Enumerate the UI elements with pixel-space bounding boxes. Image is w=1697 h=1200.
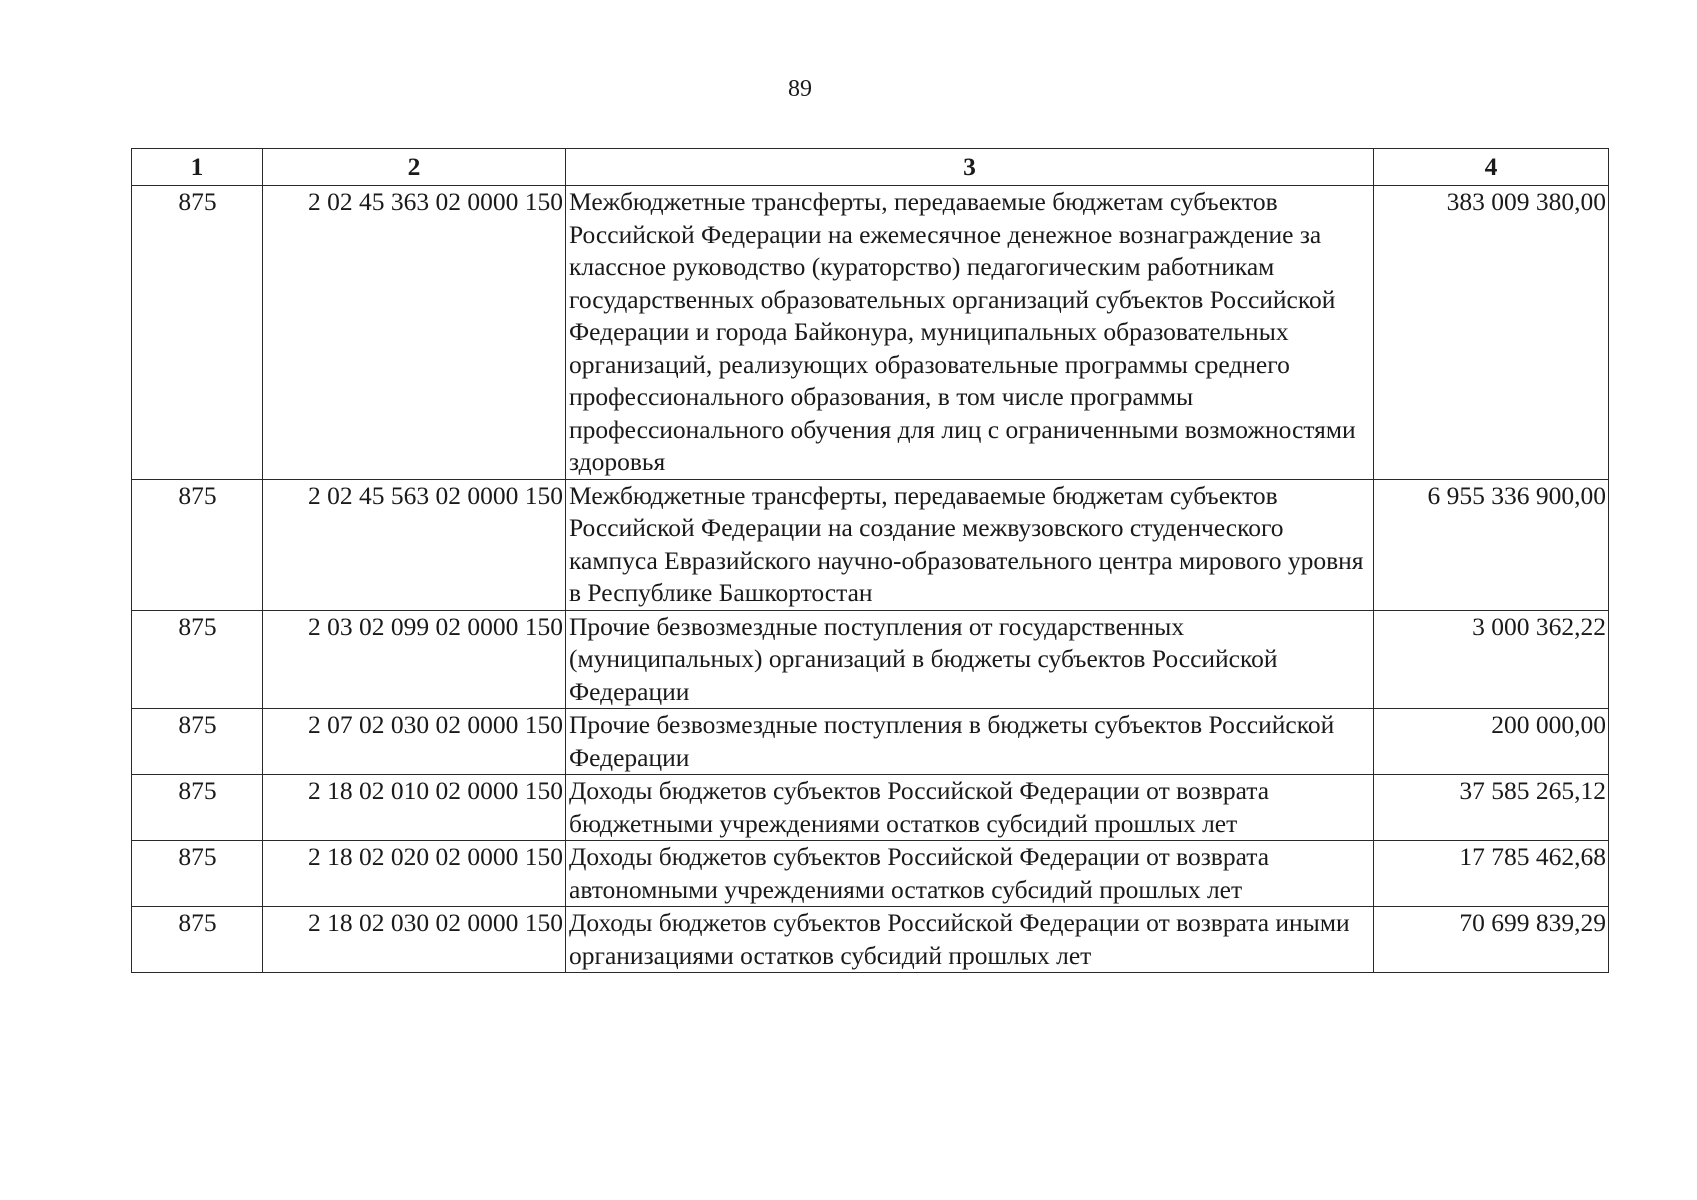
admin-code-cell: 875 <box>132 907 263 973</box>
amount-cell: 37 585 265,12 <box>1374 775 1609 841</box>
revenue-table <box>131 148 1609 973</box>
revenue-name-cell: Межбюджетные трансферты, передаваемые бюджетам субъектов Российской Федерации на создание межвузовского студенческого кампуса Евразийского научно-образовательного центра мирового уровня в Республике Башкортостан <box>566 479 1374 610</box>
amount-cell: 6 955 336 900,00 <box>1374 479 1609 610</box>
kbk-code-cell: 2 02 45 563 02 0000 150 <box>263 479 566 610</box>
kbk-code-cell: 2 07 02 030 02 0000 150 <box>263 709 566 775</box>
table-row <box>132 186 1609 480</box>
header-col-2: 2 <box>263 149 566 186</box>
admin-code-cell: 875 <box>132 775 263 841</box>
revenue-name-cell: Доходы бюджетов субъектов Российской Федерации от возврата бюджетными учреждениями остатков субсидий прошлых лет <box>566 775 1374 841</box>
table-row <box>132 907 1609 973</box>
admin-code-cell: 875 <box>132 186 263 480</box>
admin-code-cell: 875 <box>132 610 263 709</box>
table-body <box>132 186 1609 973</box>
table-header <box>132 149 1609 186</box>
kbk-code-cell: 2 18 02 010 02 0000 150 <box>263 775 566 841</box>
revenue-name-cell: Доходы бюджетов субъектов Российской Федерации от возврата автономными учреждениями остатков субсидий прошлых лет <box>566 841 1374 907</box>
kbk-code-cell: 2 18 02 020 02 0000 150 <box>263 841 566 907</box>
amount-cell: 383 009 380,00 <box>1374 186 1609 480</box>
revenue-name-cell: Межбюджетные трансферты, передаваемые бюджетам субъектов Российской Федерации на ежемесячное денежное вознаграждение за классное руководство (кураторство) педагогическим работникам государственных образовательных организаций субъектов Российской Федерации и города Байконура, муниципальных образовательных организаций, реализующих образовательные программы среднего профессионального образования, в том числе программы профессионального обучения для лиц с ограниченными возможностями здоровья <box>566 186 1374 480</box>
table-row <box>132 610 1609 709</box>
kbk-code-cell: 2 18 02 030 02 0000 150 <box>263 907 566 973</box>
header-row <box>132 149 1609 186</box>
table-row <box>132 841 1609 907</box>
amount-cell: 70 699 839,29 <box>1374 907 1609 973</box>
header-col-1: 1 <box>132 149 263 186</box>
table-row <box>132 709 1609 775</box>
kbk-code-cell: 2 03 02 099 02 0000 150 <box>263 610 566 709</box>
kbk-code-cell: 2 02 45 363 02 0000 150 <box>263 186 566 480</box>
revenue-name-cell: Прочие безвозмездные поступления от государственных (муниципальных) организаций в бюджеты субъектов Российской Федерации <box>566 610 1374 709</box>
table-row <box>132 479 1609 610</box>
amount-cell: 17 785 462,68 <box>1374 841 1609 907</box>
amount-cell: 200 000,00 <box>1374 709 1609 775</box>
table-row <box>132 775 1609 841</box>
admin-code-cell: 875 <box>132 841 263 907</box>
header-col-4: 4 <box>1374 149 1609 186</box>
header-col-3: 3 <box>566 149 1374 186</box>
admin-code-cell: 875 <box>132 709 263 775</box>
page-number: 89 <box>788 76 812 102</box>
admin-code-cell: 875 <box>132 479 263 610</box>
revenue-name-cell: Прочие безвозмездные поступления в бюджеты субъектов Российской Федерации <box>566 709 1374 775</box>
amount-cell: 3 000 362,22 <box>1374 610 1609 709</box>
revenue-name-cell: Доходы бюджетов субъектов Российской Федерации от возврата иными организациями остатков субсидий прошлых лет <box>566 907 1374 973</box>
